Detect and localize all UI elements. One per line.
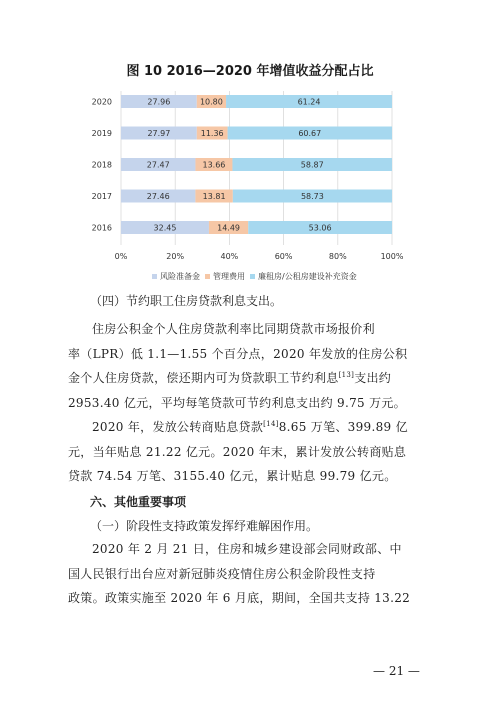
footnote-14: [14] [263, 420, 279, 428]
bar-value-label: 61.24 [297, 97, 321, 107]
x-tick-label: 60% [274, 252, 293, 261]
x-tick-label: 100% [380, 252, 404, 261]
section4-heading: （四）节约职工住房贷款利息支出。 [90, 294, 283, 308]
section6-heading: 六、其他重要事项 [90, 495, 187, 509]
bar-value-label: 58.73 [300, 192, 324, 201]
chart-legend [152, 271, 357, 282]
paragraph-1 [68, 317, 440, 415]
y-category-label: 2019 [91, 129, 112, 138]
y-category-label: 2017 [91, 192, 112, 201]
x-tick-label: 0% [114, 252, 128, 261]
bar-value-label: 27.96 [147, 97, 171, 107]
p2-line-3: 贷款 74.54 万笔、3155.40 亿元，累计贴息 99.79 亿元。 [68, 469, 397, 483]
bar-value-label: 53.06 [308, 223, 332, 233]
p3-line-3: 政策。政策实施至 2020 年 6 月底，期间，全国共支持 13.22 [68, 591, 411, 605]
p1-line-4: 2953.40 亿元，平均每笔贷款可节约利息支出约 9.75 万元。 [68, 395, 406, 410]
bar-value-label: 58.87 [300, 160, 324, 170]
bar-value-label: 27.46 [146, 192, 170, 201]
y-category-label: 2016 [91, 223, 112, 233]
legend-swatch-risk [152, 274, 157, 279]
legend-label-risk: 风险准备金 [160, 272, 200, 281]
p3-line-2: 国人民银行出台应对新冠肺炎疫情住房公积金阶段性支持 [68, 566, 376, 581]
y-category-label: 2020 [91, 97, 112, 107]
p1-line-1: 住房公积金个人住房贷款利率比同期贷款市场报价利 [92, 322, 375, 336]
footnote-13: [13] [338, 371, 355, 379]
p3-line-1: 2020 年 2 月 21 日，住房和城乡建设部会同财政部、中 [92, 542, 402, 556]
x-tick-label: 40% [220, 252, 239, 261]
bar-value-label: 10.80 [199, 97, 223, 107]
figure-title: 图 10 2016—2020 年增值收益分配占比 [126, 64, 374, 79]
subsection1-heading: （一）阶段性支持政策发挥纾难解困作用。 [90, 519, 319, 533]
x-tick-label: 20% [166, 252, 185, 261]
paragraph-2 [68, 415, 440, 489]
y-category-label: 2018 [91, 160, 112, 170]
bar-value-label: 27.97 [147, 129, 171, 138]
p2-line-2: 元，当年贴息 21.22 亿元。2020 年末，累计发放公转商贴息 [68, 444, 407, 459]
bar-value-label: 13.81 [202, 192, 226, 201]
page-number: — 21 — [373, 664, 420, 678]
p2-line-1: 2020 年，发放公转商贴息贷款[14]8.65 万笔、399.89 亿 [92, 420, 408, 434]
bar-value-label: 14.49 [217, 223, 241, 233]
legend-label-housing: 廉租房/公租房建设补充资金 [258, 272, 357, 281]
p1-line-3: 金个人住房贷款，偿还期内可为贷款职工节约利息[13]支出约 [68, 371, 392, 385]
p1-line-2: 率（LPR）低 1.1—1.55 个百分点，2020 年发放的住房公积 [68, 346, 408, 361]
legend-swatch-mgmt [205, 274, 210, 279]
bar-value-label: 32.45 [153, 223, 177, 233]
stacked-bar-chart [0, 0, 500, 300]
chart-labels [92, 98, 404, 262]
bar-value-label: 60.67 [298, 129, 322, 138]
bar-value-label: 27.47 [146, 160, 170, 170]
bar-value-label: 13.66 [202, 160, 226, 170]
legend-label-mgmt: 管理费用 [213, 272, 245, 281]
x-tick-label: 80% [328, 252, 347, 261]
bar-value-label: 11.36 [200, 129, 224, 138]
paragraph-3 [68, 537, 440, 611]
legend-swatch-housing [250, 274, 255, 279]
